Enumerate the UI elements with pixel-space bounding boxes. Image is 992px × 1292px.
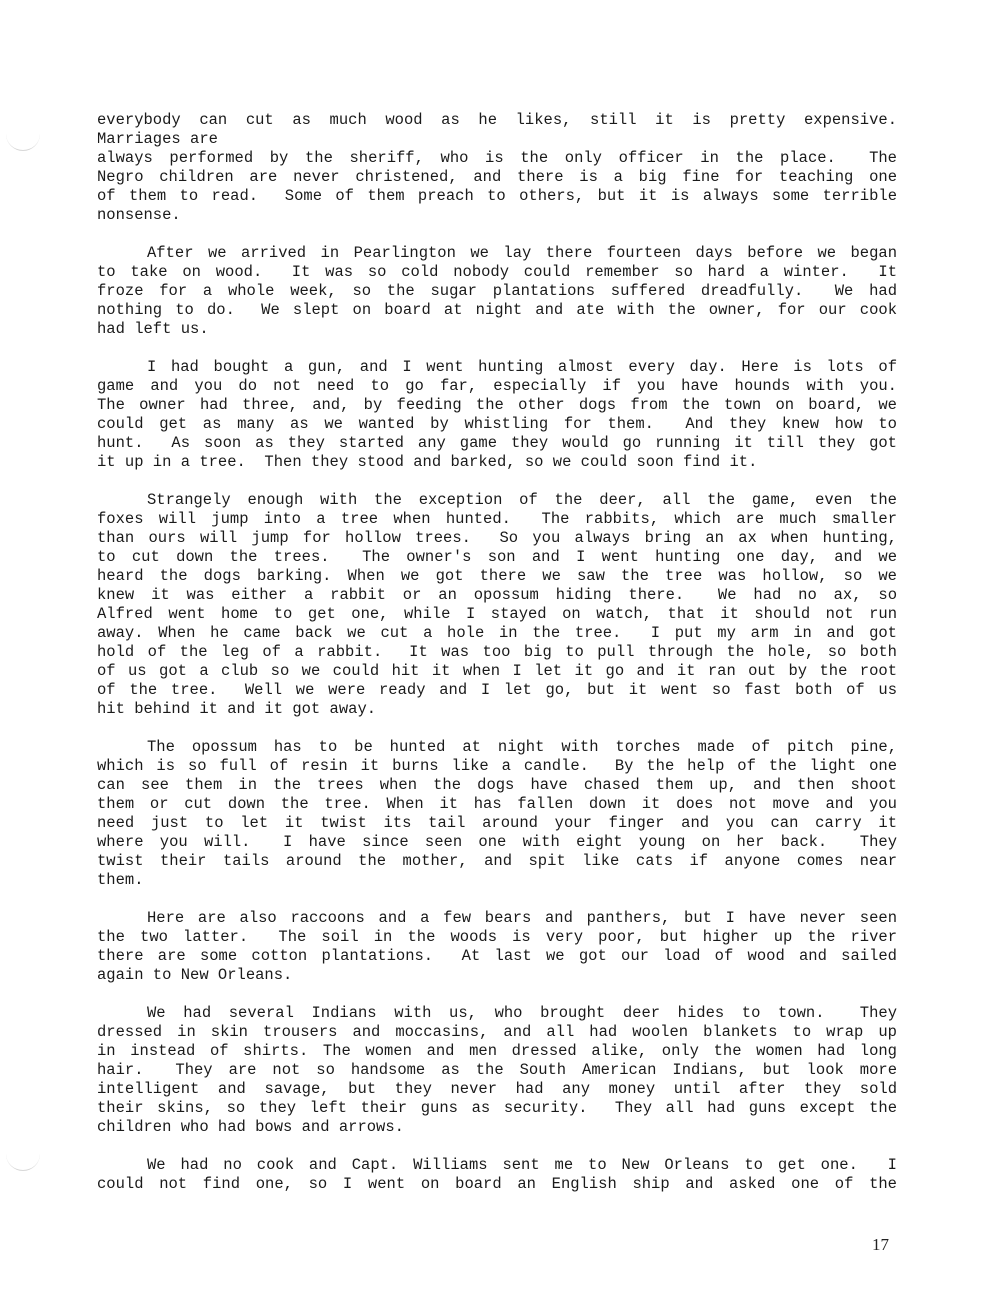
text-line: We had several Indians with us, who brought deer hides to town. They: [147, 1004, 897, 1022]
text-line: children who had bows and arrows.: [97, 1118, 404, 1136]
text-line: away. When he came back we cut a hole in the tree. I put my arm in and got: [97, 624, 897, 642]
page-number: 17: [872, 1235, 889, 1254]
text-line: in instead of shirts. The women and men dressed alike, only the women had long: [97, 1042, 897, 1060]
text-line: Alfred went home to get one, while I stayed on watch, that it should not run: [97, 605, 897, 623]
text-line: again to New Orleans.: [97, 966, 293, 984]
text-line: hunt. As soon as they started any game they would go running it till they got: [97, 434, 897, 452]
body-text: [97, 111, 897, 1213]
text-line: intelligent and savage, but they never had any money until after they sold: [97, 1080, 897, 1098]
paragraph: [97, 738, 897, 890]
text-line: heard the dogs barking. When we got there we saw the tree was hollow, so we: [97, 567, 897, 585]
text-line: there are some cotton plantations. At last we got our load of wood and sailed: [97, 947, 897, 965]
text-line: hair. They are not so handsome as the South American Indians, but look more: [97, 1061, 897, 1079]
paragraph: [97, 358, 897, 472]
text-line: I had bought a gun, and I went hunting almost every day. Here is lots of: [147, 358, 897, 376]
paragraph: [97, 244, 897, 339]
binder-hole-mark: [6, 1150, 40, 1171]
text-line: hold of the leg of a rabbit. It was too big to pull through the hole, so both: [97, 643, 897, 661]
text-line: their skins, so they left their guns as security. They all had guns except the: [97, 1099, 897, 1117]
text-line: Negro children are never christened, and there is a big fine for teaching one: [97, 168, 897, 186]
text-line: knew it was either a rabbit or an opossum hiding there. We had no ax, so: [97, 586, 897, 604]
text-line: foxes will jump into a tree when hunted. The rabbits, which are much smaller: [97, 510, 897, 528]
text-line: had left us.: [97, 320, 209, 338]
text-line: could not find one, so I went on board an English ship and asked one of the: [97, 1175, 897, 1193]
text-line: hit behind it and it got away.: [97, 700, 377, 718]
paragraph: [97, 1156, 897, 1194]
text-line: them.: [97, 871, 144, 889]
paragraph: [97, 491, 897, 719]
text-line: The opossum has to be hunted at night with torches made of pitch pine,: [147, 738, 897, 756]
text-line: nothing to do. We slept on board at night and ate with the owner, for our cook: [97, 301, 897, 319]
text-line: which is so full of resin it burns like a candle. By the help of the light one: [97, 757, 897, 775]
paragraph: [97, 1004, 897, 1137]
text-line: dressed in skin trousers and moccasins, and all had woolen blankets to wrap up: [97, 1023, 897, 1041]
text-line: could get as many as we wanted by whistling for them. And they knew how to: [97, 415, 897, 433]
text-line: to cut down the trees. The owner's son and I went hunting one day, and we: [97, 548, 897, 566]
text-line: where you will. I have since seen one with eight young on her back. They: [97, 833, 897, 851]
text-line: it up in a tree. Then they stood and barked, so we could soon find it.: [97, 453, 758, 471]
text-line: to take on wood. It was so cold nobody could remember so hard a winter. It: [97, 263, 897, 281]
text-line: Marriages are: [97, 130, 218, 148]
text-line: Here are also raccoons and a few bears and panthers, but I have never seen: [147, 909, 897, 927]
text-line: of them to read. Some of them preach to others, but it is always some terrible: [97, 187, 897, 205]
text-line: nonsense.: [97, 206, 181, 224]
text-line: everybody can cut as much wood as he likes, still it is pretty expensive.: [97, 111, 897, 129]
text-line: twist their tails around the mother, and spit like cats if anyone comes near: [97, 852, 897, 870]
text-line: We had no cook and Capt. Williams sent me to New Orleans to get one. I: [147, 1156, 897, 1174]
text-line: them or cut down the tree. When it has fallen down it does not move and you: [97, 795, 897, 813]
text-line: always performed by the sheriff, who is the only officer in the place. The: [97, 149, 897, 167]
text-line: need just to let it twist its tail around your finger and you can carry it: [97, 814, 897, 832]
text-line: game and you do not need to go far, especially if you have hounds with you.: [97, 377, 897, 395]
text-line: can see them in the trees when the dogs have chased them up, and then shoot: [97, 776, 897, 794]
paragraph: [97, 111, 897, 225]
paragraph: [97, 909, 897, 985]
text-line: the two latter. The soil in the woods is very poor, but higher up the river: [97, 928, 897, 946]
text-line: than ours will jump for hollow trees. So you always bring an ax when hunting,: [97, 529, 897, 547]
text-line: froze for a whole week, so the sugar plantations suffered dreadfully. We had: [97, 282, 897, 300]
text-line: Strangely enough with the exception of the deer, all the game, even the: [147, 491, 897, 509]
text-line: of us got a club so we could hit it when I let it go and it ran out by the root: [97, 662, 897, 680]
binder-hole-mark: [6, 130, 40, 151]
text-line: After we arrived in Pearlington we lay there fourteen days before we began: [147, 244, 897, 262]
text-line: The owner had three, and, by feeding the other dogs from the town on board, we: [97, 396, 897, 414]
text-line: of the tree. Well we were ready and I let go, but it went so fast both of us: [97, 681, 897, 699]
